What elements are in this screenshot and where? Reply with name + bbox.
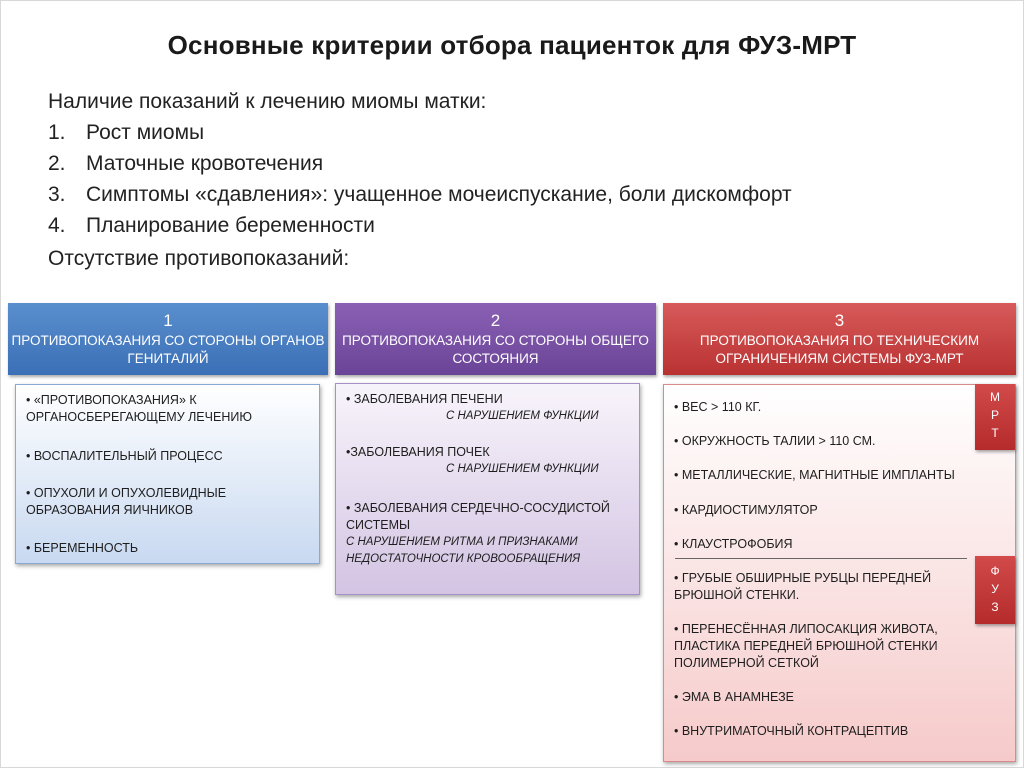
section-divider — [675, 558, 967, 559]
slide-title: Основные критерии отбора пациенток для ФУЗ-МРТ — [167, 30, 857, 60]
indications-section — [48, 86, 792, 241]
list-text: Планирование беременности — [86, 214, 375, 237]
column-title: ПРОТИВОПОКАЗАНИЯ СО СТОРОНЫ ОБЩЕГО СОСТОЯНИЯ — [342, 333, 649, 366]
list-number: 2. — [48, 152, 66, 175]
item-text: • ЗАБОЛЕВАНИЯ СЕРДЕЧНО-СОСУДИСТОЙ СИСТЕМЫ — [346, 501, 610, 532]
tag-letter: Ф — [990, 564, 1000, 578]
indications-lead: Наличие показаний к лечению миомы матки: — [48, 90, 487, 113]
item-subtext: С НАРУШЕНИЕМ ФУНКЦИИ — [446, 410, 599, 422]
tag-letter: М — [990, 390, 1000, 404]
column-header-technical — [663, 303, 1016, 375]
list-item: • БЕРЕМЕННОСТЬ — [26, 541, 139, 555]
list-item — [48, 210, 792, 241]
tag-letter: Р — [990, 408, 999, 422]
list-item: • «ПРОТИВОПОКАЗАНИЯ» К ОРГАНОСБЕРЕГАЮЩЕМУ ЛЕЧЕНИЮ — [26, 393, 252, 424]
list-item — [346, 500, 631, 568]
list-item — [48, 117, 792, 148]
column-title: ПРОТИВОПОКАЗАНИЯ СО СТОРОНЫ ОРГАНОВ ГЕНИТАЛИЙ — [11, 333, 325, 366]
list-item: • ВОСПАЛИТЕЛЬНЫЙ ПРОЦЕСС — [26, 449, 223, 463]
column-box-genital — [15, 384, 320, 564]
list-item — [48, 148, 792, 179]
list-item: • ОКРУЖНОСТЬ ТАЛИИ > 110 СМ. — [674, 434, 876, 448]
list-item: • КАРДИОСТИМУЛЯТОР — [674, 503, 818, 517]
indications-list — [48, 117, 792, 241]
contraindications-lead: Отсутствие противопоказаний: — [48, 247, 350, 270]
tag-letter: У — [991, 582, 999, 596]
list-item: • КЛАУСТРОФОБИЯ — [674, 537, 793, 551]
item-subtext: С НАРУШЕНИЕМ РИТМА И ПРИЗНАКАМИ НЕДОСТАТОЧНОСТИ КРОВООБРАЩЕНИЯ — [346, 536, 581, 565]
list-item: • МЕТАЛЛИЧЕСКИЕ, МАГНИТНЫЕ ИМПЛАНТЫ — [674, 468, 955, 482]
item-text: •ЗАБОЛЕВАНИЯ ПОЧЕК — [346, 445, 490, 459]
list-number: 3. — [48, 183, 66, 206]
list-item: • ВЕС > 110 КГ. — [674, 400, 762, 414]
column-number: 1 — [163, 311, 173, 330]
item-subtext: С НАРУШЕНИЕМ ФУНКЦИИ — [446, 463, 599, 475]
list-item — [346, 391, 631, 425]
list-item: • ГРУБЫЕ ОБШИРНЫЕ РУБЦЫ ПЕРЕДНЕЙ БРЮШНОЙ СТЕНКИ. — [674, 571, 932, 602]
list-text: Маточные кровотечения — [86, 152, 324, 175]
list-text: Рост миомы — [86, 121, 205, 144]
column-header-genital — [8, 303, 328, 375]
list-text: Симптомы «сдавления»: учащенное мочеиспускание, боли дискомфорт — [86, 183, 792, 206]
list-item — [48, 179, 792, 210]
fuz-tag — [975, 556, 1015, 624]
column-number: 2 — [490, 311, 501, 330]
list-item: • ОПУХОЛИ И ОПУХОЛЕВИДНЫЕ ОБРАЗОВАНИЯ ЯИЧНИКОВ — [26, 486, 227, 517]
list-item: • ВНУТРИМАТОЧНЫЙ КОНТРАЦЕПТИВ — [674, 724, 909, 738]
list-item: • ПЕРЕНЕСЁННАЯ ЛИПОСАКЦИЯ ЖИВОТА, ПЛАСТИКА ПЕРЕДНЕЙ БРЮШНОЙ СТЕНКИ ПОЛИМЕРНОЙ СЕТКОЙ — [674, 622, 938, 670]
column-title: ПРОТИВОПОКАЗАНИЯ ПО ТЕХНИЧЕСКИМ ОГРАНИЧЕНИЯМ СИСТЕМЫ ФУЗ-МРТ — [699, 333, 980, 366]
column-box-technical — [663, 384, 1016, 762]
column-box-general — [335, 383, 640, 595]
column-number: 3 — [834, 311, 845, 330]
tag-letter: З — [991, 600, 999, 614]
item-text: • ЗАБОЛЕВАНИЯ ПЕЧЕНИ — [346, 392, 503, 406]
list-item: • ЭМА В АНАМНЕЗЕ — [674, 690, 794, 704]
list-number: 1. — [48, 121, 66, 144]
tag-letter: Т — [991, 426, 999, 440]
column-header-general — [335, 303, 656, 375]
mrt-tag — [975, 384, 1015, 450]
list-number: 4. — [48, 214, 66, 237]
list-item — [346, 444, 631, 478]
